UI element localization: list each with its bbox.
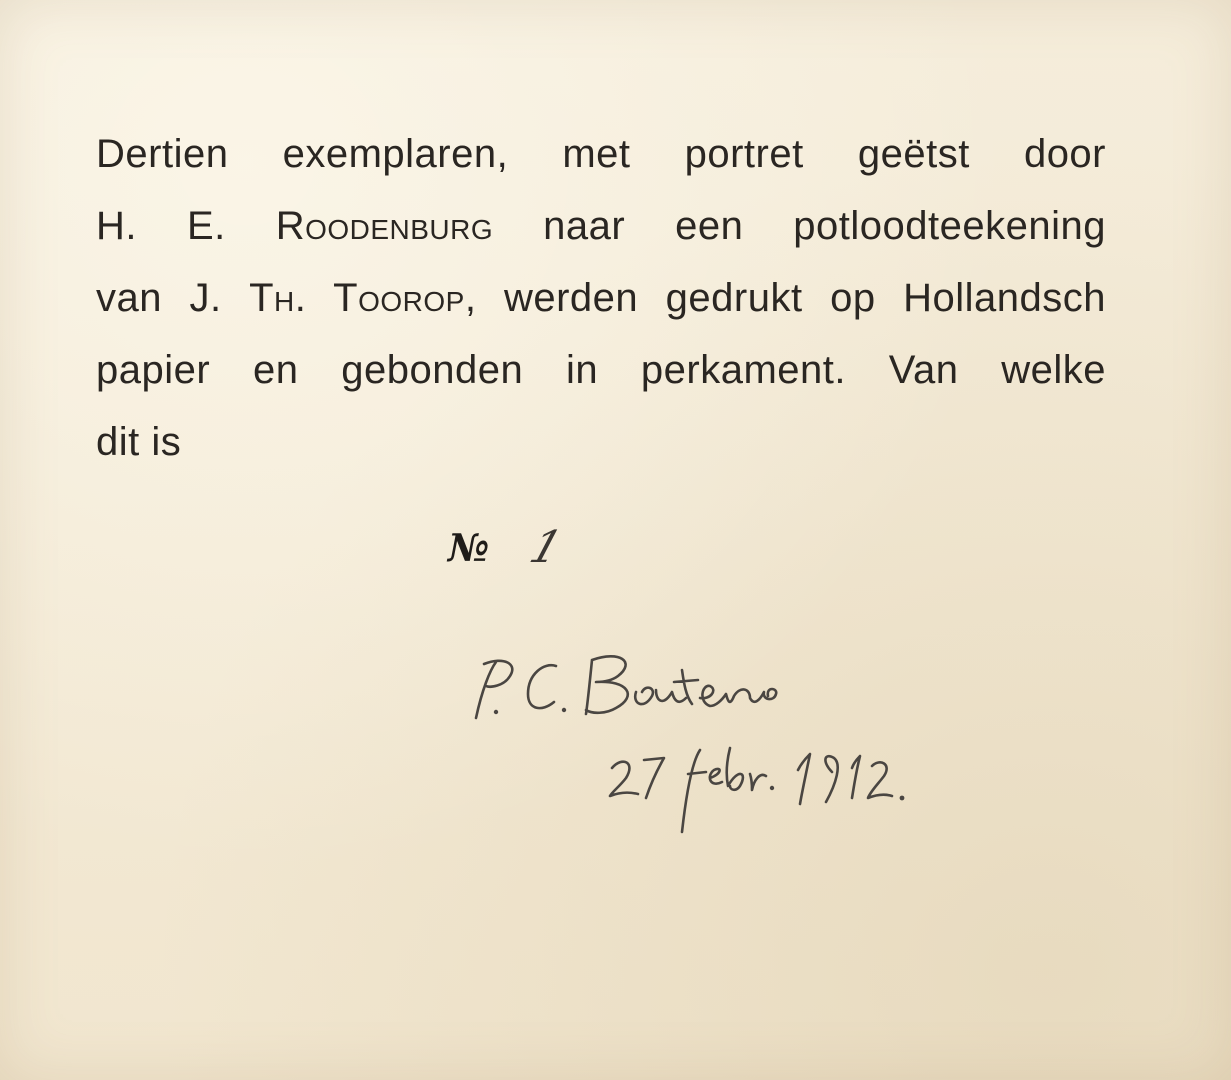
etcher-initials: H. E. xyxy=(96,204,276,248)
colophon-text xyxy=(96,118,1106,478)
signature-stroke-p xyxy=(476,661,512,718)
signature-stroke-febr xyxy=(682,748,766,832)
colophon-line-2 xyxy=(96,190,1106,262)
numero-sign: № xyxy=(448,525,490,570)
signature-dot-4 xyxy=(900,796,905,801)
colophon-line-4: papier en gebonden in perkament. Van welke xyxy=(96,348,1106,392)
signature-stroke-b xyxy=(586,656,628,714)
signature-dot-1 xyxy=(494,710,498,714)
colophon-line-1: Dertien exemplaren, met portret geëtst door xyxy=(96,132,1106,176)
colophon-line-2-rest: naar een potloodteekening xyxy=(493,204,1106,248)
signature-stroke-1912 xyxy=(798,754,892,804)
signature-stroke-c xyxy=(528,665,556,708)
signature-dot-3 xyxy=(770,786,774,790)
handwritten-signature xyxy=(460,640,920,860)
colophon-line-5: dit is xyxy=(96,420,182,464)
colophon-line-3-rest: , werden gedrukt op Hollandsch xyxy=(464,276,1106,320)
signature-dot-2 xyxy=(562,708,566,712)
signature-stroke-27 xyxy=(610,758,664,798)
etcher-name: Roodenburg xyxy=(275,204,494,248)
colophon-line-3 xyxy=(96,262,1106,334)
signature-stroke-outens xyxy=(635,670,776,706)
artist-initial: van J. xyxy=(96,276,250,320)
handwritten-copy-number: 1 xyxy=(524,522,569,573)
artist-name: Th. Toorop xyxy=(249,276,465,320)
copy-number-row xyxy=(448,522,569,582)
